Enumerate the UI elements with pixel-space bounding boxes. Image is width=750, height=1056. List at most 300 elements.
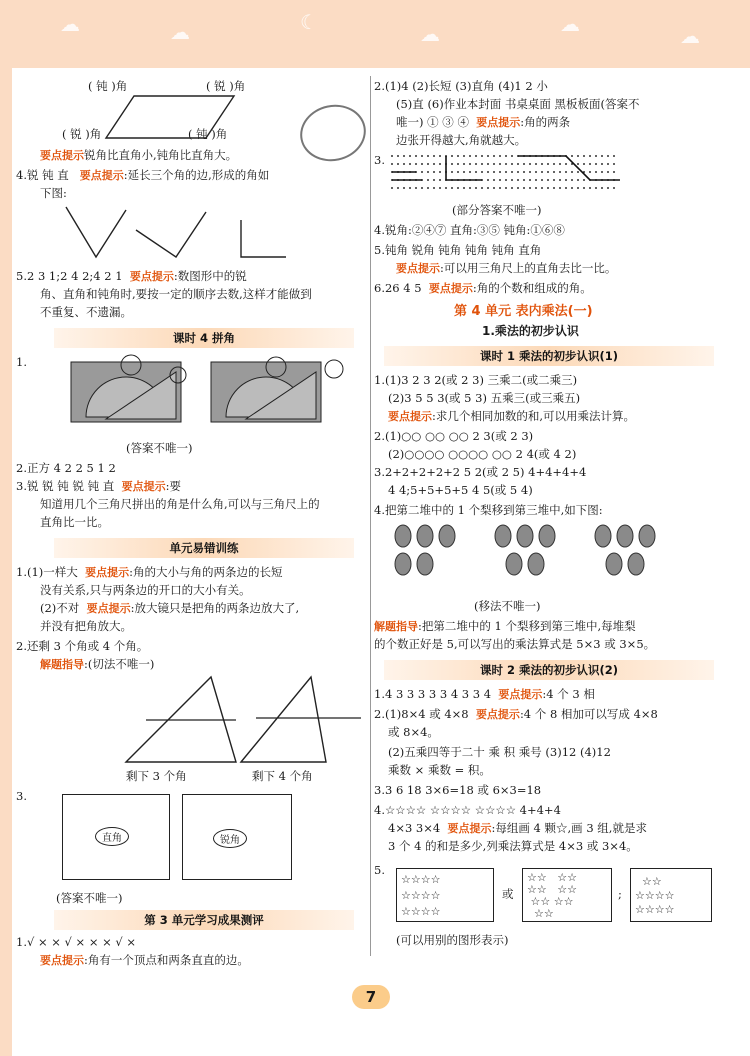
grid-dot [391,187,393,189]
tip-label: 要点提示 [86,602,131,615]
text-line: 3 个 4 的和是多少,列乘法算式是 4×3 或 3×4。 [388,839,638,853]
dot-grid-figure [392,156,622,196]
answer-text: 锐角:②④⑦ 直角:③⑤ 钝角:①⑥⑧ [384,223,565,237]
pear-icon [517,525,533,547]
grid-dot [505,163,507,165]
answer-text: 4 3 3 3 3 3 4 3 3 4 [384,687,492,701]
grid-dot [511,179,513,181]
tip-label: 要点提示 [121,480,166,493]
grid-dot [427,171,429,173]
answer-text: 4 4;5+5+5+5 4 5(或 5 4) [388,483,533,497]
text-line: 没有关系,只与两条边的开口的大小有关。 [40,583,251,597]
grid-dot [529,187,531,189]
guide-label: 解题指导 [40,658,84,671]
grid-dot [529,171,531,173]
pear-icon [528,553,544,575]
grid-dot [553,171,555,173]
text-line: 并没有把角放大。 [40,619,132,633]
item-number: 2. [374,707,385,721]
grid-dot [547,187,549,189]
grid-dot [439,163,441,165]
separator-text: ; [618,887,622,901]
answer-text: (2)不对 [40,601,80,615]
text-line: 知道用几个三角尺拼出的角是什么角,可以与三角尺上的 [40,497,320,511]
note-text: (答案不唯一) [56,891,123,905]
acute-angle-label: 锐角 [213,829,247,848]
grid-dot [523,171,525,173]
grid-dot [439,179,441,181]
grid-dot [613,171,615,173]
text-line: 不重复、不遗漏。 [40,305,132,319]
grid-dot [409,163,411,165]
item-number: 1. [16,565,27,579]
grid-dot [541,187,543,189]
grid-dot [517,171,519,173]
unit-title: 第 4 单元 表内乘法(一) [454,304,593,319]
item-number: 1. [16,935,27,949]
grid-dot [451,187,453,189]
grid-dot [535,187,537,189]
text-line: :可以用三角尺上的直角去比一比。 [440,261,617,275]
column-divider [370,76,371,956]
tip-label: 要点提示 [79,169,124,182]
grid-dot [595,171,597,173]
grid-dot [589,163,591,165]
grid-dot [583,163,585,165]
grid-dot [475,163,477,165]
answer-text: (2)3 5 5 3(或 5 3) 五乘三(或三乘五) [388,391,581,405]
grid-dot [427,179,429,181]
grid-dot [601,171,603,173]
grid-dot [577,179,579,181]
puzzle-box-1 [62,794,170,880]
grid-dot [457,171,459,173]
text-line: :角的个数和组成的角。 [472,281,592,295]
grid-dot [511,163,513,165]
grid-dot [391,155,393,157]
grid-dot [421,155,423,157]
grid-dot [445,187,447,189]
section-bar-lesson1: 课时 1 乘法的初步认识(1) [384,346,714,366]
grid-dot [451,171,453,173]
tip-label: 要点提示 [475,708,520,721]
grid-dot [577,171,579,173]
grid-dot [433,179,435,181]
answer-text: 26 4 5 [384,281,422,295]
grid-dot [535,171,537,173]
grid-dot [601,187,603,189]
top-banner [0,0,750,68]
tip-label: 要点提示 [40,149,84,162]
grid-dot [535,179,537,181]
tip-label: 要点提示 [476,116,521,129]
grid-dot [403,155,405,157]
grid-dot [487,171,489,173]
grid-dot [463,155,465,157]
grid-dot [493,171,495,173]
set-square-figure [66,357,346,427]
pear-icon [395,553,411,575]
grid-dot [487,187,489,189]
item-number: 3. [16,789,27,803]
grid-dot [481,171,483,173]
pear-groups-figure [394,522,694,584]
text-line: 的个数正好是 5,可以写出的乘法算式是 5×3 或 3×5。 [374,637,656,651]
grid-dot [553,163,555,165]
grid-dot [583,179,585,181]
stamp-seal [295,99,371,167]
grid-dot [607,155,609,157]
tip-label: 要点提示 [447,822,492,835]
grid-dot [463,187,465,189]
text-line: :4 个 8 相加可以写成 4×8 [519,707,658,721]
section-bar-lesson2: 课时 2 乘法的初步认识(2) [384,660,714,680]
answer-text: (5)直 (6)作业本封面 书桌桌面 黑板板面(答案不 [396,97,640,111]
section-bar-error-training: 单元易错训练 [54,538,354,558]
cloud-icon: ☁ [680,24,700,48]
item-number: 2. [374,79,385,93]
grid-dot [499,155,501,157]
star-box-2: ☆☆ ☆☆ ☆☆ ☆☆ ☆☆ ☆☆ ☆☆ [522,868,612,922]
grid-dot [589,187,591,189]
grid-dot [493,163,495,165]
text-line: :要 [165,479,181,493]
grid-dot [487,163,489,165]
angle-line [518,156,620,180]
grid-dot [487,179,489,181]
item-number: 2. [374,429,385,443]
triangle-cut-figure [116,672,366,772]
grid-dot [559,187,561,189]
text-line: :角的大小与角的两条边的长短 [129,565,283,579]
grid-dot [433,163,435,165]
star-box-3: ☆☆ ☆☆☆☆ ☆☆☆☆ [630,868,712,922]
grid-dot [595,187,597,189]
grid-dot [409,187,411,189]
grid-dot [523,179,525,181]
grid-dot [511,155,513,157]
text-line: :角有一个顶点和两条直直的边。 [84,953,249,967]
grid-dot [421,171,423,173]
cloud-icon: ☁ [170,20,190,44]
caption-four-angles: 剩下 4 个角 [252,769,313,783]
grid-dot [547,171,549,173]
answer-text: 3 6 18 3×6=18 或 6×3=18 [384,783,542,797]
pear-icon [595,525,611,547]
grid-dot [481,155,483,157]
grid-dot [595,155,597,157]
right-angle-label: 直角 [95,827,129,846]
grid-dot [613,187,615,189]
grid-dot [475,171,477,173]
tip-label: 要点提示 [428,282,473,295]
grid-dot [469,171,471,173]
grid-dot [451,155,453,157]
grid-dot [499,163,501,165]
angle-label-acute-2: ( 锐 )角 [62,127,102,141]
grid-dot [475,187,477,189]
pear-icon [395,525,411,547]
tip-label: 要点提示 [388,410,432,423]
grid-dot [463,171,465,173]
grid-dot [433,171,435,173]
text-line: 把第二堆中的 1 个梨移到第三堆中,如下图: [384,503,603,517]
note-text: (答案不唯一) [126,441,193,455]
grid-dot [397,187,399,189]
grid-dot [463,163,465,165]
pear-icon [606,553,622,575]
angle-label-obtuse-1: ( 钝 )角 [88,79,128,93]
grid-dot [601,155,603,157]
item-number: 5. [374,863,385,877]
item-number: 4. [16,168,27,182]
grid-dot [415,187,417,189]
grid-dot [523,187,525,189]
answer-text: 锐 锐 钝 锐 钝 直 [26,479,115,493]
grid-dot [421,187,423,189]
caption-three-angles: 剩下 3 个角 [126,769,187,783]
text-line: 边张开得越大,角就越大。 [396,133,527,147]
text-line: 锐角比直角小,钝角比直角大。 [84,148,238,162]
grid-dot [481,163,483,165]
grid-dot [553,179,555,181]
grid-dot [613,155,615,157]
pear-icon [495,525,511,547]
answer-text: (2)○○○○ ○○○○ ○○ 2 4(或 4 2) [388,447,577,461]
grid-dot [499,187,501,189]
or-text: 或 [502,887,514,901]
grid-dot [427,163,429,165]
answer-text: ☆☆☆☆ ☆☆☆☆ ☆☆☆☆ 4+4+4 [384,803,561,817]
pear-icon [628,553,644,575]
item-number: 3. [16,479,27,493]
section-bar-lesson4: 课时 4 拼角 [54,328,354,348]
grid-dot [499,179,501,181]
pear-icon [639,525,655,547]
grid-dot [577,187,579,189]
grid-dot [397,163,399,165]
grid-dot [493,179,495,181]
grid-dot [607,163,609,165]
extended-angles-figure [56,202,316,262]
item-number: 3. [374,153,385,167]
text-line: 或 8×4。 [388,725,439,739]
grid-dot [601,163,603,165]
answer-text: (1)一样大 [26,565,78,579]
grid-dot [505,171,507,173]
grid-dot [403,187,405,189]
grid-dot [541,163,543,165]
angle-label-acute-1: ( 锐 )角 [206,79,246,93]
grid-dot [589,171,591,173]
page-number: 7 [352,985,390,1009]
text-line: :每组画 4 颗☆,画 3 组,就是求 [491,821,647,835]
grid-dot [427,155,429,157]
grid-dot [469,155,471,157]
answer-text: (1)8×4 或 4×8 [384,707,469,721]
grid-dot [535,163,537,165]
item-number: 3. [374,465,385,479]
answer-text: (1)○○ ○○ ○○ 2 3(或 2 3) [384,429,534,443]
item-number: 5. [374,243,385,257]
grid-dot [613,163,615,165]
answer-text: 2 3 1;2 4 2;4 2 1 [26,269,123,283]
grid-dot [427,187,429,189]
grid-dot [571,171,573,173]
answer-text: 锐 钝 直 [26,168,69,182]
note-text: (移法不唯一) [474,599,541,613]
grid-dot [589,155,591,157]
item-number: 2. [16,639,27,653]
grid-dot [571,179,573,181]
text-line: :延长三个角的边,形成的角如 [123,168,270,182]
item-number: 4. [374,803,385,817]
grid-dot [523,163,525,165]
guide-label: 解题指导 [374,620,418,633]
grid-dot [487,155,489,157]
grid-dot [421,163,423,165]
item-number: 3. [374,783,385,797]
grid-dot [415,163,417,165]
grid-dot [565,163,567,165]
pear-icon [539,525,555,547]
item-number: 1. [374,687,385,701]
grid-dot [409,155,411,157]
grid-dot [607,187,609,189]
section-bar-unit3-test: 第 3 单元学习成果测评 [54,910,354,930]
pear-icon [439,525,455,547]
grid-dot [565,171,567,173]
pear-icon [506,553,522,575]
item-number: 6. [374,281,385,295]
item-number: 1. [16,355,27,369]
tip-label: 要点提示 [129,270,174,283]
answer-text: 唯一) ① ③ ④ [396,115,469,129]
tip-label: 要点提示 [498,688,543,701]
grid-dot [607,171,609,173]
grid-dot [391,163,393,165]
grid-dot [517,187,519,189]
parallelogram-figure [106,94,236,140]
text-line: :放大镜只是把角的两条边放大了, [130,601,300,615]
answer-text: (2)五乘四等于二十 乘 积 乘号 (3)12 (4)12 [388,745,611,759]
grid-dot [559,179,561,181]
tip-label: 要点提示 [40,954,84,967]
grid-dot [511,171,513,173]
grid-dot [529,179,531,181]
item-number: 4. [374,223,385,237]
cloud-icon: ☾ [300,10,318,34]
text-line: 下图: [40,186,67,200]
grid-dot [439,187,441,189]
subsection-title: 1.乘法的初步认识 [482,324,579,338]
grid-dot [577,155,579,157]
grid-dot [475,155,477,157]
note-text: (部分答案不唯一) [452,203,542,217]
text-line: :(切法不唯一) [84,657,155,671]
item-number: 1. [374,373,385,387]
grid-dot [505,179,507,181]
answer-text: √ × × √ × × × √ × [26,935,137,949]
text-line: 直角比一比。 [40,515,109,529]
grid-dot [493,155,495,157]
text-line: :求几个相同加数的和,可以用乘法计算。 [432,409,636,423]
grid-dot [517,163,519,165]
answer-text: 钝角 锐角 钝角 钝角 钝角 直角 [384,243,542,257]
grid-dot [529,163,531,165]
text-line: 角、直角和钝角时,要按一定的顺序去数,这样才能做到 [40,287,312,301]
grid-dot [457,163,459,165]
grid-dot [583,155,585,157]
angle-line [446,156,482,180]
grid-dot [565,179,567,181]
answer-text: (1)3 2 3 2(或 2 3) 三乘二(或二乘三) [384,373,578,387]
grid-dot [571,155,573,157]
grid-dot [583,187,585,189]
grid-dot [505,187,507,189]
grid-dot [469,163,471,165]
cloud-icon: ☁ [420,22,440,46]
grid-dot [397,155,399,157]
grid-dot [433,187,435,189]
grid-dot [541,179,543,181]
grid-dot [481,187,483,189]
puzzle-box-2 [182,794,292,880]
tip-label: 要点提示 [396,262,440,275]
grid-dot [457,187,459,189]
tip-label: 要点提示 [85,566,130,579]
grid-dot [595,163,597,165]
pear-icon [417,553,433,575]
answer-text: 正方 4 2 2 5 1 2 [26,461,116,475]
grid-dot [457,155,459,157]
grid-dot [451,163,453,165]
answer-text: (1)4 (2)长短 (3)直角 (4)1 2 小 [384,79,548,93]
grid-dot [547,179,549,181]
grid-dot [511,187,513,189]
grid-dot [559,171,561,173]
grid-dot [469,187,471,189]
item-number: 4. [374,503,385,517]
answer-text: 还剩 3 个角或 4 个角。 [26,639,149,653]
text-line: :把第二堆中的 1 个梨移到第三堆中,每堆梨 [418,619,636,633]
grid-dot [547,163,549,165]
answer-text: 2+2+2+2+2 5 2(或 2 5) 4+4+4+4 [384,465,587,479]
grid-dot [493,187,495,189]
item-number: 2. [16,461,27,475]
grid-dot [553,187,555,189]
text-line: :角的两条 [520,115,571,129]
grid-dot [577,163,579,165]
grid-dot [571,187,573,189]
grid-dot [439,155,441,157]
grid-dot [541,171,543,173]
grid-dot [505,155,507,157]
note-text: (可以用别的图形表示) [396,933,509,947]
star-box-1: ☆☆☆☆ ☆☆☆☆ ☆☆☆☆ [396,868,494,922]
grid-dot [403,163,405,165]
grid-dot [499,171,501,173]
angle-label-obtuse-2: ( 钝 )角 [188,127,228,141]
text-line: :4 个 3 相 [542,687,595,701]
grid-dot [433,155,435,157]
cloud-icon: ☁ [60,12,80,36]
grid-dot [517,179,519,181]
cloud-icon: ☁ [560,12,580,36]
item-number: 5. [16,269,27,283]
side-band [0,68,12,1056]
grid-dot [559,163,561,165]
